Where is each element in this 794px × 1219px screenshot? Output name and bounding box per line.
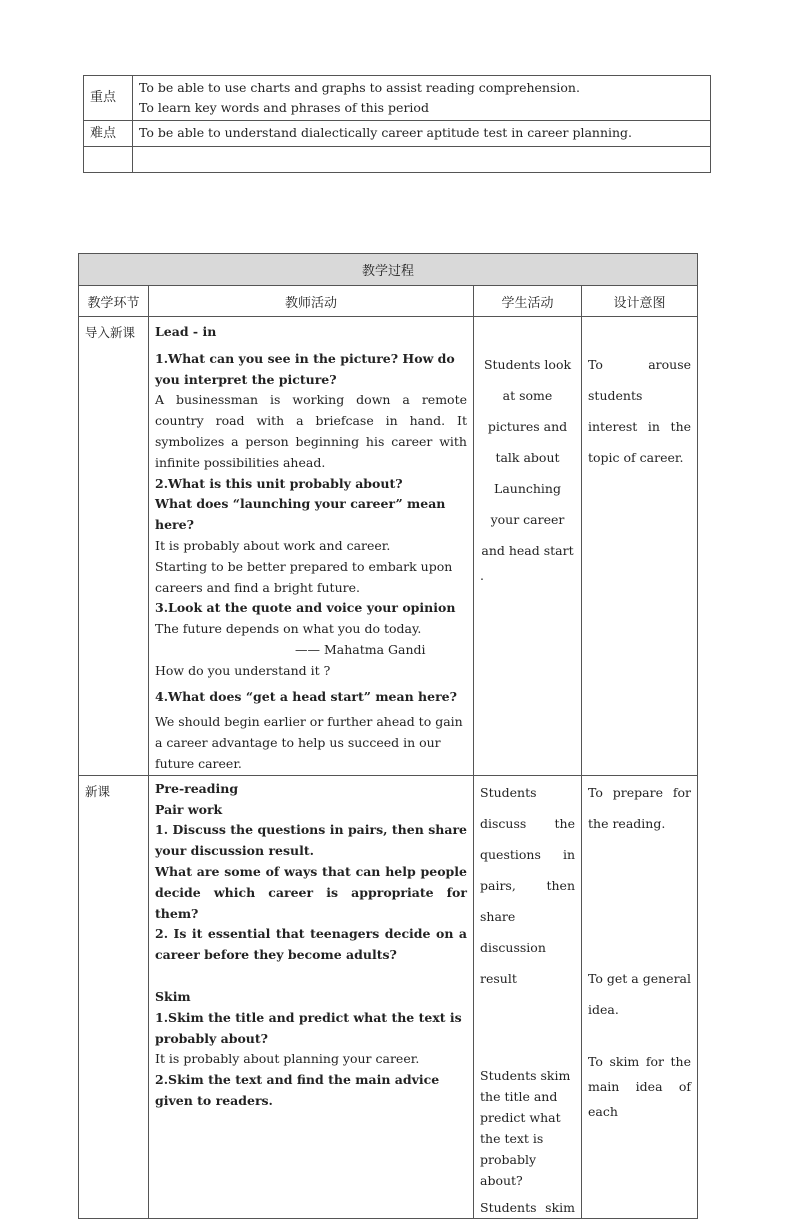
objective-label-key: 重点 bbox=[84, 76, 133, 121]
leadin-a4: We should begin earlier or further ahead to gain a career advantage to help us succeed in our future career. bbox=[155, 714, 463, 771]
leadin-a2b: Starting to be better prepared to embark upon careers and find a bright future. bbox=[155, 558, 453, 595]
nl-pre: Pre-reading bbox=[155, 780, 239, 796]
leadin-q2b: What does “launching your career” mean here? bbox=[155, 496, 446, 533]
objectives-table bbox=[83, 75, 711, 173]
header-stage: 教学环节 bbox=[79, 286, 149, 317]
nl-d2: 2. Is it essential that teenagers decide on a career before they become adults? bbox=[155, 926, 467, 963]
intent-nl-2: To get a general idea. bbox=[588, 970, 692, 1017]
nl-d1q: What are some of ways that can help people decide which career is appropriate for them? bbox=[155, 863, 467, 921]
objective-label-difficulty: 难点 bbox=[84, 121, 133, 147]
leadin-a2a: It is probably about work and career. bbox=[155, 537, 391, 553]
nl-skim: Skim bbox=[155, 988, 191, 1004]
leadin-q1: 1.What can you see in the picture? How do you interpret the picture? bbox=[155, 350, 455, 387]
student-nl-1: Students discuss the questions in pairs, then share discussion result bbox=[480, 784, 575, 986]
header-student: 学生活动 bbox=[474, 286, 582, 317]
leadin-q3b: How do you understand it ? bbox=[155, 662, 331, 678]
student-newlesson bbox=[474, 775, 582, 1218]
leadin-author: —— Mahatma Gandi bbox=[295, 641, 426, 657]
student-leadin-dot: . bbox=[480, 568, 484, 583]
intent-leadin-text: To arouse students interest in the topic of career. bbox=[588, 357, 692, 465]
header-teacher: 教师活动 bbox=[149, 286, 474, 317]
nl-s1: 1.Skim the title and predict what the text is probably about? bbox=[155, 1009, 462, 1046]
objective-line: To be able to understand dialectically career aptitude test in career planning. bbox=[139, 125, 633, 140]
teacher-newlesson bbox=[149, 775, 474, 1218]
teacher-leadin bbox=[149, 317, 474, 776]
stage-newlesson: 新课 bbox=[79, 775, 149, 1218]
objective-key-text bbox=[133, 76, 711, 121]
student-leadin bbox=[474, 317, 582, 776]
intent-nl-1: To prepare for the reading. bbox=[588, 784, 692, 831]
objective-line: To learn key words and phrases of this period bbox=[139, 100, 429, 115]
student-nl-3: Students skim bbox=[480, 1199, 575, 1215]
leadin-heading: Lead - in bbox=[155, 324, 217, 339]
nl-pair: Pair work bbox=[155, 801, 223, 817]
process-table bbox=[78, 253, 698, 1219]
leadin-q2a: 2.What is this unit probably about? bbox=[155, 475, 403, 491]
header-intent: 设计意图 bbox=[582, 286, 698, 317]
leadin-quote: The future depends on what you do today. bbox=[155, 621, 422, 637]
process-title: 教学过程 bbox=[79, 254, 698, 286]
stage-leadin: 导入新课 bbox=[79, 317, 149, 776]
nl-d1: 1. Discuss the questions in pairs, then share your discussion result. bbox=[155, 822, 467, 859]
leadin-a1: A businessman is working down a remote country road with a briefcase in hand. It symbolizes a person beginning his career with infinite possibilities ahead. bbox=[155, 392, 467, 470]
student-nl-2: Students skim the title and predict what the text is probably about? bbox=[480, 1067, 571, 1188]
leadin-q3: 3.Look at the quote and voice your opinion bbox=[155, 600, 456, 616]
student-leadin-text: Students look at some pictures and talk about Launching your career and head start bbox=[481, 357, 574, 558]
intent-leadin bbox=[582, 317, 698, 776]
objective-line: To be able to use charts and graphs to assist reading comprehension. bbox=[139, 80, 580, 95]
nl-s1a: It is probably about planning your career. bbox=[155, 1051, 420, 1067]
intent-newlesson bbox=[582, 775, 698, 1218]
nl-s2: 2.Skim the text and find the main advice given to readers. bbox=[155, 1072, 440, 1108]
leadin-q4: 4.What does “get a head start” mean here? bbox=[155, 688, 457, 704]
objective-difficulty-text bbox=[133, 121, 711, 147]
objective-empty-text bbox=[133, 147, 711, 173]
intent-nl-3: To skim for the main idea of each bbox=[588, 1053, 692, 1119]
objective-label-empty bbox=[84, 147, 133, 173]
